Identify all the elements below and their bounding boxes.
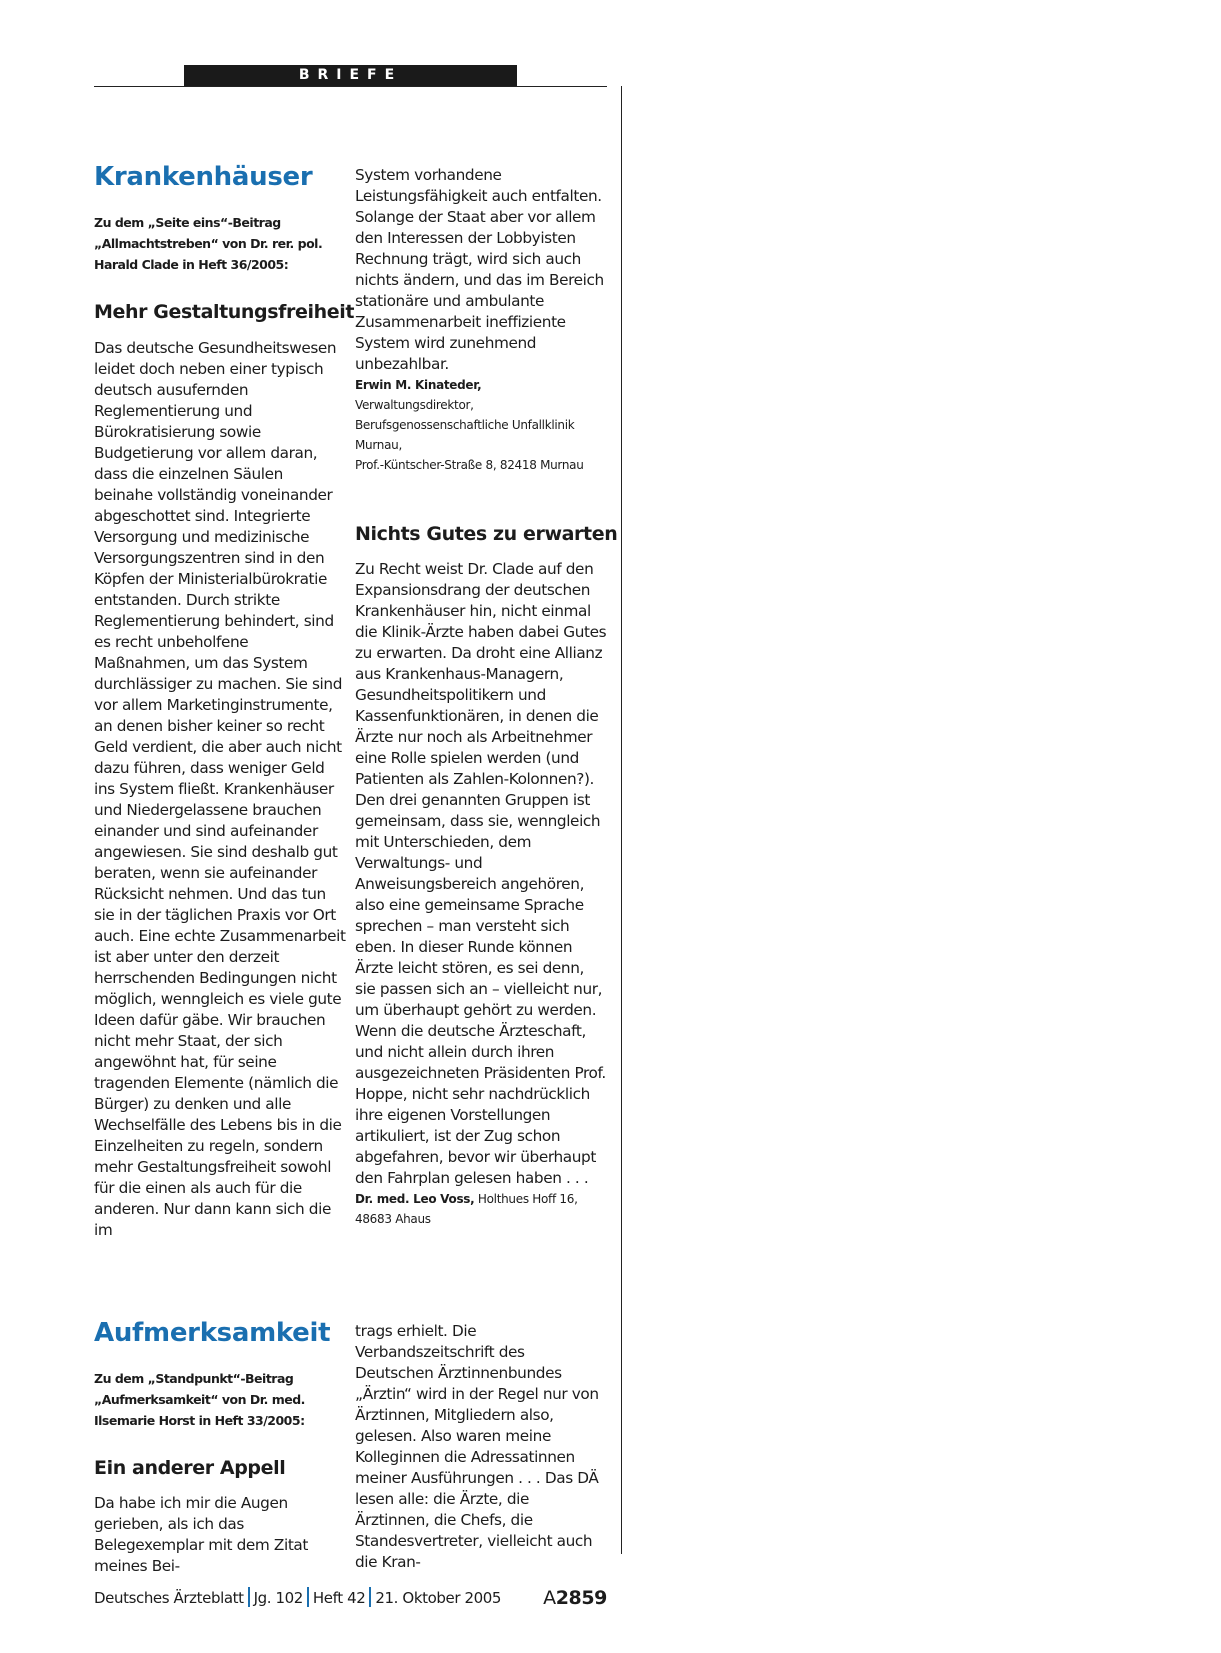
section-header: BRIEFE (184, 65, 517, 86)
footer-date: 21. Oktober 2005 (375, 1589, 502, 1607)
letter2-subhead: Nichts Gutes zu erwarten (355, 523, 618, 545)
letter1-author-address: Prof.-Küntscher-Straße 8, 82418 Murnau (355, 458, 584, 472)
page-footer (94, 1586, 607, 1610)
letter2-author: Dr. med. Leo Voss, (355, 1192, 475, 1206)
letter1-author: Erwin M. Kinateder, (355, 378, 482, 392)
article1-column1 (94, 160, 354, 1241)
footer-separator (307, 1587, 309, 1607)
article2-body-part2: trags erhielt. Die Verbandszeitschrift des Deutschen Ärztinnenbundes „Ärztin“ wird in der Regel nur von Ärztinnen, Mitgliedern also, gelesen. Also waren meine Kolleginnen die Adressatinnen meiner Ausführungen . . . Das DÄ lesen alle: die Ärzte, die Ärztinnen, die Chefs, die Standesvertreter, vielleicht auch die Kran- (355, 1322, 599, 1571)
article1-title: Krankenhäuser (94, 162, 313, 192)
column-divider (621, 86, 622, 1554)
article1-intro: Zu dem „Seite eins“-Beitrag „Allmachtstreben“ von Dr. rer. pol. Harald Clade in Heft 36/2005: (94, 215, 323, 272)
article2-column2 (355, 1321, 607, 1573)
letter2-author-address: Holthues Hoff 16, 48683 Ahaus (355, 1192, 578, 1226)
article1-column2 (355, 165, 618, 1229)
letter1-signature (355, 375, 607, 475)
letter1-author-affiliation: Verwaltungsdirektor, Berufsgenossenschaftliche Unfallklinik Murnau, (355, 398, 575, 452)
article2-intro: Zu dem „Standpunkt“-Beitrag „Aufmerksamkeit“ von Dr. med. Ilsemarie Horst in Heft 33/2005: (94, 1371, 305, 1428)
letter2-signature (355, 1189, 607, 1229)
footer-volume: Jg. 102 (253, 1589, 303, 1607)
footer-issue: Heft 42 (312, 1589, 366, 1607)
footer-separator (369, 1587, 371, 1607)
footer-journal: Deutsches Ärzteblatt (94, 1589, 244, 1607)
footer-separator (248, 1587, 250, 1607)
letter1-body-part2: System vorhandene Leistungsfähigkeit auch entfalten. Solange der Staat aber vor allem den Interessen der Lobbyisten Rechnung trägt, wird sich auch nichts ändern, und das im Bereich stationäre und ambulante Zusammenarbeit ineffiziente System wird zunehmend unbezahlbar. (355, 166, 604, 373)
article2-subhead: Ein anderer Appell (94, 1457, 286, 1479)
header-rule (94, 86, 607, 87)
page-number-value: 2859 (555, 1587, 607, 1609)
article2-column1 (94, 1316, 346, 1577)
letter1-subhead: Mehr Gestaltungsfreiheit (94, 301, 354, 323)
page-prefix: A (543, 1587, 556, 1609)
article2-body-part1: Da habe ich mir die Augen gerieben, als ich das Belegexemplar mit dem Zitat meines Bei- (94, 1494, 308, 1575)
letter2-body: Zu Recht weist Dr. Clade auf den Expansionsdrang der deutschen Krankenhäuser hin, nicht einmal die Klinik-Ärzte haben dabei Gutes zu erwarten. Da droht eine Allianz aus Krankenhaus-Managern, Gesundheitspolitikern und Kassenfunktionären, in denen die Ärzte nur noch als Arbeitnehmer eine Rolle spielen werden (und Patienten als Zahlen-Kolonnen?). Den drei genannten Gruppen ist gemeinsam, dass sie, wenngleich mit Unterschieden, dem Verwaltungs- und Anweisungsbereich angehören, also eine gemeinsame Sprache sprechen – man versteht sich eben. In dieser Runde können Ärzte leicht stören, es sei denn, sie passen sich an – vielleicht nur, um überhaupt gehört zu werden. Wenn die deutsche Ärzteschaft, und nicht allein durch ihren ausgezeichneten Präsidenten Prof. Hoppe, nicht sehr nachdrücklich ihre eigenen Vorstellungen artikuliert, ist der Zug schon abgefahren, bevor wir überhaupt den Fahrplan gelesen haben . . . (355, 560, 607, 1187)
article2-title: Aufmerksamkeit (94, 1318, 331, 1348)
letter1-body-part1: Das deutsche Gesundheitswesen leidet doch neben einer typisch deutsch ausufernden Reglementierung und Bürokratisierung sowie Budgetierung vor allem daran, dass die einzelnen Säulen beinahe vollständig voneinander abgeschottet sind. Integrierte Versorgung und medizinische Versorgungszentren sind in den Köpfen der Ministerialbürokratie entstanden. Durch strikte Reglementierung behindert, sind es recht unbeholfene Maßnahmen, um das System durchlässiger zu machen. Sie sind vor allem Marketinginstrumente, an denen bisher keiner so recht Geld verdient, die aber auch nicht dazu führen, dass weniger Geld ins System fließt. Krankenhäuser und Niedergelassene brauchen einander und sind aufeinander angewiesen. Sie sind deshalb gut beraten, wenn sie aufeinander Rücksicht nehmen. Und das tun sie in der täglichen Praxis vor Ort auch. Eine echte Zusammenarbeit ist aber unter den derzeit herrschenden Bedingungen nicht möglich, wenngleich es viele gute Ideen dafür gäbe. Wir brauchen nicht mehr Staat, der sich angewöhnt hat, für seine tragenden Elemente (nämlich die Bürger) zu denken und alle Wechselfälle des Lebens bis in die Einzelheiten zu regeln, sondern mehr Gestaltungsfreiheit sowohl für die einen als auch für die anderen. Nur dann kann sich die im (94, 339, 346, 1239)
page-number (543, 1586, 607, 1611)
